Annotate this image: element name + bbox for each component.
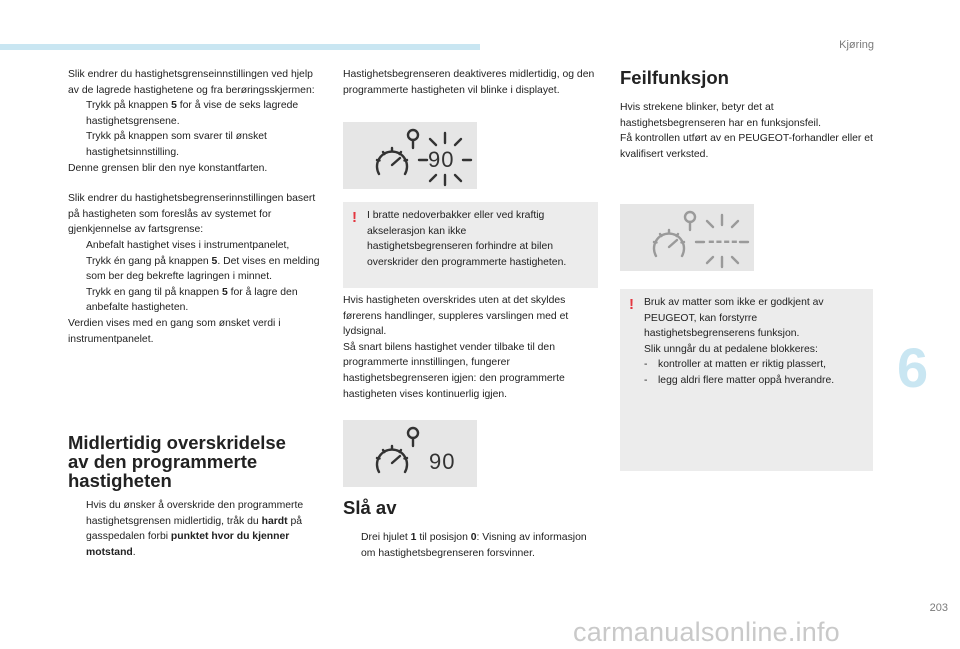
paragraph: Så snart bilens hastighet vender tilbake til den programmerte innstillingen, fungerer hastighetsbegrenseren igjen: den programmerte hastigheten vises kontinuerlig igjen. (343, 341, 565, 400)
dash-marker: - (644, 359, 648, 371)
section-label: Kjøring (839, 39, 874, 51)
speedometer-icon-graphic (343, 122, 477, 189)
warning-box (620, 289, 873, 471)
text: Drei hjulet (361, 532, 411, 543)
button-ref: 5 (221, 286, 228, 298)
list-item (343, 530, 601, 561)
paragraph: Slik endrer du hastighetsgrenseinnstillingen ved hjelp av de lagrede hastighetene og fra berøringsskjermen: (68, 69, 315, 96)
warning-text: I bratte nedoverbakker eller ved kraftig akselerasjon kan ikke hastighetsbegrenseren forhindre at bilen overskrider den programmerte hastigheten. (367, 210, 567, 268)
speed-display-figure-blinking (343, 122, 477, 189)
speed-display-figure (343, 420, 477, 487)
list-item (644, 373, 865, 389)
list-item (644, 357, 865, 373)
text: for å lagre den anbefalte hastigheten. (86, 286, 298, 314)
paragraph: Verdien vises med en gang som ønsket verdi i instrumentpanelet. (68, 317, 281, 345)
text: for å vise de seks lagrede hastighetsgrensene. (86, 100, 299, 127)
page-number: 203 (929, 602, 948, 614)
section-heading: Slå av (343, 497, 397, 518)
list-item (68, 498, 326, 560)
text: Trykk én gang på knappen (86, 255, 212, 267)
column-1-bottom (68, 498, 326, 560)
speedometer-icon-graphic (343, 420, 477, 487)
watermark: carmanualsonline.info (573, 617, 840, 647)
text: til posisjon (416, 532, 471, 543)
position-ref: 0 (470, 532, 477, 543)
text: kontroller at matten er riktig plassert, (658, 359, 827, 371)
text: Hvis du ønsker å overskride den programmerte hastighetsgrensen midlertidig, tråk du (86, 500, 304, 527)
column-2-mid (343, 293, 601, 402)
text: på gasspedalen forbi (86, 515, 303, 543)
warning-box (343, 202, 598, 288)
paragraph: Denne grensen blir den nye konstantfarten. (68, 162, 268, 174)
text-bold: hardt (261, 515, 288, 527)
text: : Visning av informasjon om hastighetsbegrenseren forsvinner. (361, 532, 587, 559)
warning-content (644, 295, 865, 389)
paragraph: Slik endrer du hastighetsbegrenserinnstillingen basert på hastigheten som foreslås av systemet for gjenkjennelse av fartsgrense: (68, 193, 316, 236)
section-heading: Feilfunksjon (620, 67, 729, 88)
chapter-number: 6 (897, 336, 929, 399)
text: . (132, 546, 136, 558)
column-3-top (620, 100, 882, 162)
warning-text: Bruk av matter som ikke er godkjent av PEUGEOT, kan forstyrre hastighetsbegrenserens funksjon. (644, 297, 824, 340)
warning-text: Slik unngår du at pedalene blokkeres: (644, 343, 818, 355)
paragraph: Få kontrollen utført av en PEUGEOT-forhandler eller et kvalifisert verksted. (620, 133, 873, 160)
heading-block (68, 433, 326, 490)
fault-dashes: ---- (708, 230, 739, 252)
text: . Det vises en melding som ber deg bekrefte lagringen i minnet. (86, 255, 320, 283)
list-item (68, 238, 326, 254)
text: Trykk på knappen (86, 100, 172, 112)
section-heading (68, 433, 326, 490)
column-1 (68, 67, 326, 347)
text: legg aldri flere matter oppå hverandre. (658, 374, 835, 386)
list-item (68, 285, 326, 316)
text: Trykk en gang til på knappen (86, 286, 222, 298)
heading-line: Midlertidig overskridelse (68, 432, 286, 453)
fault-display-figure (620, 204, 754, 271)
header-bar (0, 44, 480, 50)
list-item (68, 254, 326, 285)
speed-value: 90 (428, 147, 455, 172)
button-ref: 5 (211, 255, 218, 267)
heading-line: av den programmerte (68, 451, 258, 472)
warning-icon: ! (629, 296, 634, 313)
text: Anbefalt hastighet vises i instrumentpanelet, (86, 239, 290, 251)
column-2-top (343, 67, 601, 98)
text-bold: punktet hvor du kjenner motstand (86, 531, 290, 558)
paragraph: Hastighetsbegrenseren deaktiveres midlertidig, og den programmerte hastigheten vil blinke i displayet. (343, 69, 595, 96)
list-item (68, 129, 326, 160)
control-ref: 1 (410, 532, 417, 543)
heading-line: hastigheten (68, 470, 172, 491)
paragraph: Hvis strekene blinker, betyr det at hastighetsbegrenseren har en funksjonsfeil. (620, 102, 822, 129)
heading-block (343, 498, 601, 517)
button-ref: 5 (171, 100, 177, 112)
dash-marker: - (644, 374, 648, 386)
text: Trykk på knappen som svarer til ønsket hastighetsinnstilling. (86, 131, 267, 158)
paragraph: Hvis hastigheten overskrides uten at det skyldes førerens handlinger, suppleres varslingen med et lydsignal. (343, 295, 569, 338)
list-item (68, 98, 326, 129)
speed-value: 90 (429, 449, 456, 474)
heading-block (620, 68, 878, 87)
warning-icon: ! (352, 209, 357, 226)
column-2-bottom (343, 530, 601, 561)
